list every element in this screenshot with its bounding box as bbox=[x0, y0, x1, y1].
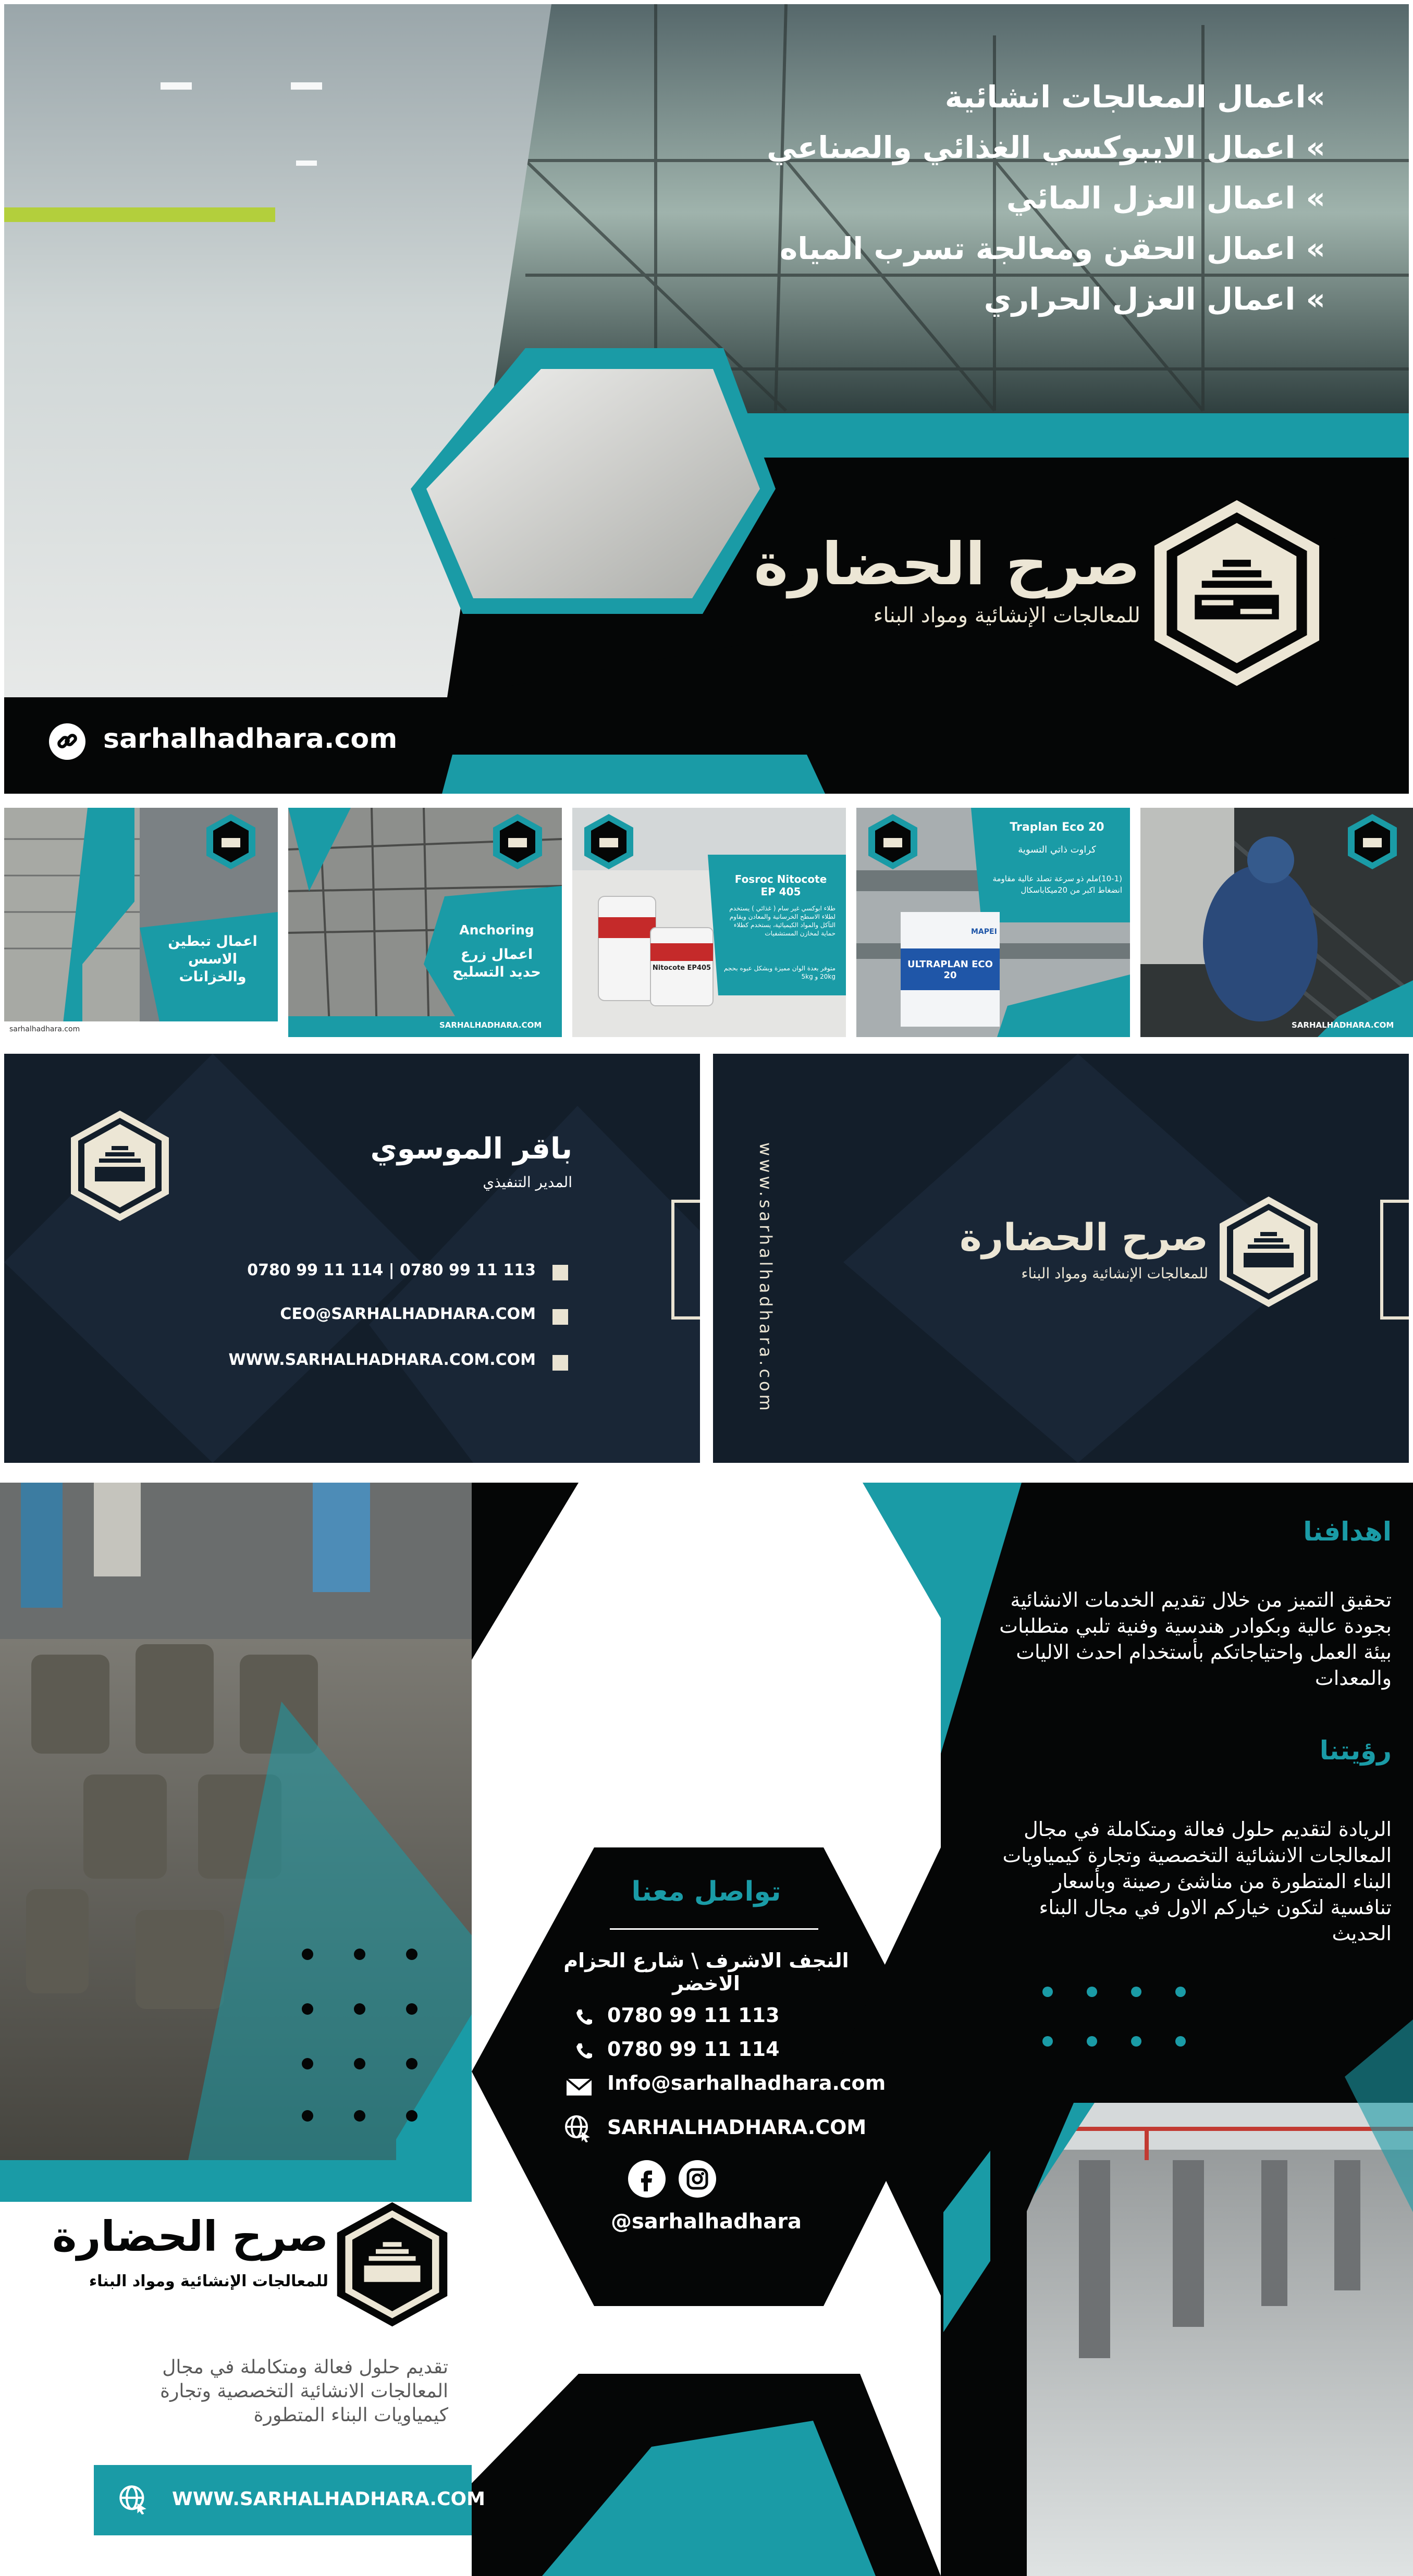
services-list bbox=[648, 72, 1325, 325]
phone-icon bbox=[573, 2006, 594, 2027]
thumb-title-en: Anchoring bbox=[459, 922, 534, 938]
link-icon[interactable] bbox=[49, 723, 85, 760]
logo-icon bbox=[205, 813, 257, 870]
thumb-footer: SARHALHADHARA.COM bbox=[439, 1020, 542, 1030]
contact-title: تواصل معنا bbox=[631, 1876, 781, 1907]
thumb-title: كراوت ذاتي التسوية bbox=[1018, 844, 1096, 855]
brand-tagline: للمعالجات الإنشائية ومواد البناء bbox=[89, 2272, 328, 2290]
phone-icon bbox=[573, 2040, 594, 2061]
business-card-back bbox=[713, 1054, 1409, 1463]
brand-label: MAPEI bbox=[971, 928, 997, 936]
website-bullet bbox=[552, 1355, 568, 1371]
website-link[interactable]: sarhalhadhara.com bbox=[103, 723, 398, 755]
address-text: النجف الاشرف \ شارع الحزام الاخضر bbox=[563, 1949, 849, 1995]
goals-title: اهدافنا bbox=[1303, 1517, 1392, 1547]
logo-icon bbox=[492, 813, 544, 870]
phone1-text[interactable]: 0780 99 11 113 bbox=[607, 2004, 780, 2027]
thumb-body: (10-1)ملم ذو سرعة تصلد عالية مقاومة انضغاط اكبر من 20ميكاباسكال bbox=[992, 874, 1122, 895]
card-edge-bracket bbox=[671, 1200, 700, 1320]
phone2-text[interactable]: 0780 99 11 114 bbox=[607, 2038, 780, 2061]
logo-icon bbox=[583, 813, 635, 870]
trifold-brochure bbox=[0, 1483, 1413, 2576]
thumb-anchoring bbox=[288, 808, 562, 1037]
thumb-body: طلاء ابوكسي غير سام ( غذائي ) يستخدم لطلاء الاسطح الخرسانية والمعادن ويقاوم التآكل والمواد الكيميائية، يستخدم كطلاء حماية لمخازن المستشفيات bbox=[729, 905, 835, 937]
service-item: »اعمال المعالجات انشائية bbox=[944, 79, 1325, 115]
mail-icon bbox=[566, 2077, 593, 2098]
thumb-carbon-fiber bbox=[1140, 808, 1413, 1037]
thumb-footer: sarhalhadhara.com bbox=[9, 1025, 80, 1033]
person-name: باقر الموسوي bbox=[370, 1132, 572, 1166]
product-label: ULTRAPLAN ECO 20 bbox=[907, 959, 993, 981]
phones-text: 0780 99 11 114 | 0780 99 11 113 bbox=[247, 1261, 536, 1279]
thumb-traplan bbox=[856, 808, 1130, 1037]
product-label: Nitocote EP405 bbox=[652, 964, 711, 972]
logo-icon bbox=[1148, 497, 1325, 689]
thumb-title-en: Traplan Eco 20 bbox=[1010, 821, 1104, 834]
logo-icon bbox=[867, 813, 919, 870]
person-role: المدير التنفيذي bbox=[483, 1174, 572, 1191]
brand-name: صرح الحضارة bbox=[960, 1215, 1208, 1259]
email-text[interactable]: CEO@SARHALHADHARA.COM bbox=[280, 1305, 536, 1323]
website-text[interactable]: WWW.SARHALHADHARA.COM.COM bbox=[228, 1351, 536, 1369]
brand-tagline: للمعالجات الإنشائية ومواد البناء bbox=[1021, 1265, 1208, 1282]
globe-icon bbox=[117, 2483, 149, 2515]
thumb-title: اعمال زرع حديد التسليح bbox=[452, 946, 541, 980]
facebook-icon[interactable] bbox=[628, 2160, 666, 2198]
brand-name: صرح الحضارة bbox=[52, 2212, 328, 2261]
phone-bullet bbox=[552, 1265, 568, 1280]
logo-icon bbox=[334, 2199, 451, 2330]
website-bar[interactable]: WWW.SARHALHADHARA.COM bbox=[172, 2488, 485, 2510]
brand-tagline: للمعالجات الإنشائية ومواد البناء bbox=[873, 603, 1140, 627]
instagram-icon[interactable] bbox=[679, 2160, 716, 2198]
vision-title: رؤيتنا bbox=[1319, 1735, 1392, 1766]
goals-text: تحقيق التميز من خلال تقديم الخدمات الانشائية بجودة عالية وبكوادر هندسية وفنية تلبي متطلبات بيئة العمل واحتياجاتكم بأستخدام احدث الاليات والمعدات bbox=[999, 1588, 1392, 1690]
thumb-nitocote bbox=[572, 808, 846, 1037]
vision-text: الريادة لتقديم حلول فعالة ومتكاملة في مجال المعالجات الانشائية التخصصية وتجارة كيمياويات البناء المتطورة من مناشئ رصينة وبأسعار تنافسية لتكون خياركم الاول في مجال البناء الحديث bbox=[1002, 1818, 1392, 1945]
business-card-front bbox=[4, 1054, 700, 1463]
social-handle[interactable]: @sarhalhadhara bbox=[611, 2210, 802, 2234]
logo-icon bbox=[68, 1108, 172, 1223]
thumb-foundation-lining bbox=[4, 808, 278, 1037]
thumb-title-en: Fosroc Nitocote EP 405 bbox=[734, 873, 827, 898]
vertical-url[interactable]: www.sarhalhadhara.com bbox=[756, 1142, 776, 1414]
service-item: » اعمال العزل الحراري bbox=[984, 281, 1325, 317]
logo-icon bbox=[1346, 813, 1398, 870]
brand-name: صرح الحضارة bbox=[754, 531, 1140, 598]
thumb-note: متوفر بعدة الوان مميزة وبشكل عبوه بحجم 20kg و 5kg bbox=[723, 965, 835, 980]
logo-icon bbox=[1217, 1194, 1321, 1309]
thumb-footer: SARHALHADHARA.COM bbox=[1292, 1020, 1394, 1030]
email-bullet bbox=[552, 1309, 568, 1325]
thumb-title: اعمال تبطين الاسس والخزانات bbox=[168, 933, 257, 985]
service-item: » اعمال العزل المائي bbox=[1006, 180, 1325, 216]
contact-divider bbox=[610, 1928, 818, 1930]
service-item: » اعمال الايبوكسي الغذائي والصناعي bbox=[767, 130, 1325, 165]
website-text[interactable]: SARHALHADHARA.COM bbox=[607, 2116, 867, 2139]
brochure-summary: تقديم حلول فعالة ومتكاملة في مجال المعالجات الانشائية التخصصية وتجارة كيمياويات البناء المتطورة bbox=[160, 2357, 448, 2426]
hero-banner bbox=[4, 4, 1409, 794]
email-text[interactable]: Info@sarhalhadhara.com bbox=[607, 2072, 886, 2094]
card-edge-bracket bbox=[1380, 1200, 1409, 1320]
service-item: » اعمال الحقن ومعالجة تسرب المياه bbox=[780, 231, 1325, 266]
globe-icon bbox=[563, 2113, 592, 2142]
